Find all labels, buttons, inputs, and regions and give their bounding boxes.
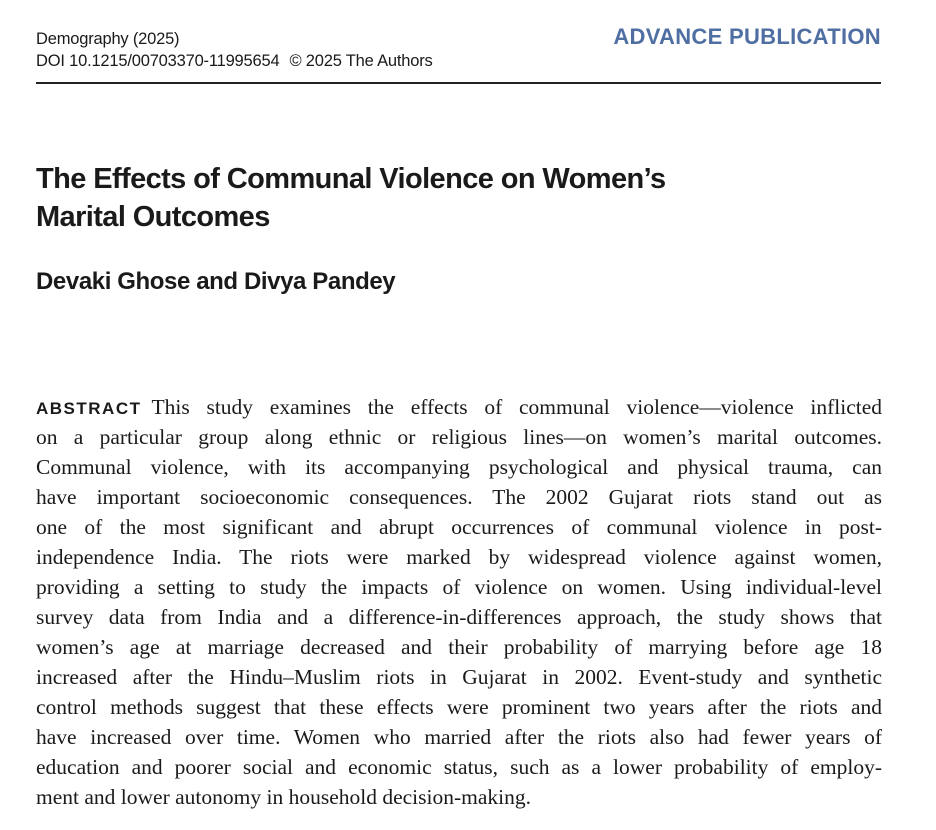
abstract-line: women’s age at marriage decreased and their probability of marrying before age 18 <box>36 635 882 659</box>
journal-info <box>36 28 433 72</box>
abstract-line <box>36 392 882 422</box>
abstract-label: ABSTRACT <box>36 399 142 418</box>
authors: Devaki Ghose and Divya Pandey <box>36 268 396 295</box>
article-title <box>36 160 736 236</box>
publication-status: ADVANCE PUBLICATION <box>613 24 881 49</box>
abstract-text: This study examines the effects of communal violence—violence inflicted <box>151 395 882 419</box>
page-header <box>36 24 881 84</box>
abstract-line: have important socioeconomic consequences. The 2002 Gujarat riots stand out as <box>36 485 882 509</box>
abstract-line: on a particular group along ethnic or religious lines—on women’s marital outcomes. <box>36 425 882 449</box>
abstract-line: control methods suggest that these effects were prominent two years after the riots and <box>36 695 882 719</box>
title-line: Marital Outcomes <box>36 201 270 233</box>
abstract-line: education and poorer social and economic status, such as a lower probability of employ- <box>36 755 882 779</box>
title-line: The Effects of Communal Violence on Women’s <box>36 163 666 195</box>
doi[interactable]: DOI 10.1215/00703370-11995654 <box>36 52 280 70</box>
abstract-line: one of the most significant and abrupt occurrences of communal violence in post- <box>36 515 882 539</box>
abstract-line: ment and lower autonomy in household decision-making. <box>36 785 532 809</box>
abstract-line: have increased over time. Women who married after the riots also had fewer years of <box>36 725 882 749</box>
abstract-line: independence India. The riots were marked by widespread violence against women, <box>36 545 882 569</box>
abstract <box>36 392 882 812</box>
copyright: © 2025 The Authors <box>289 52 433 70</box>
abstract-line: providing a setting to study the impacts of violence on women. Using individual-level <box>36 575 882 599</box>
journal-name: Demography (2025) <box>36 30 180 48</box>
abstract-line: Communal violence, with its accompanying psychological and physical trauma, can <box>36 455 882 479</box>
abstract-line: survey data from India and a difference-in-differences approach, the study shows that <box>36 605 882 629</box>
abstract-line: increased after the Hindu–Muslim riots in Gujarat in 2002. Event-study and synthetic <box>36 665 882 689</box>
doi-line <box>36 50 433 72</box>
